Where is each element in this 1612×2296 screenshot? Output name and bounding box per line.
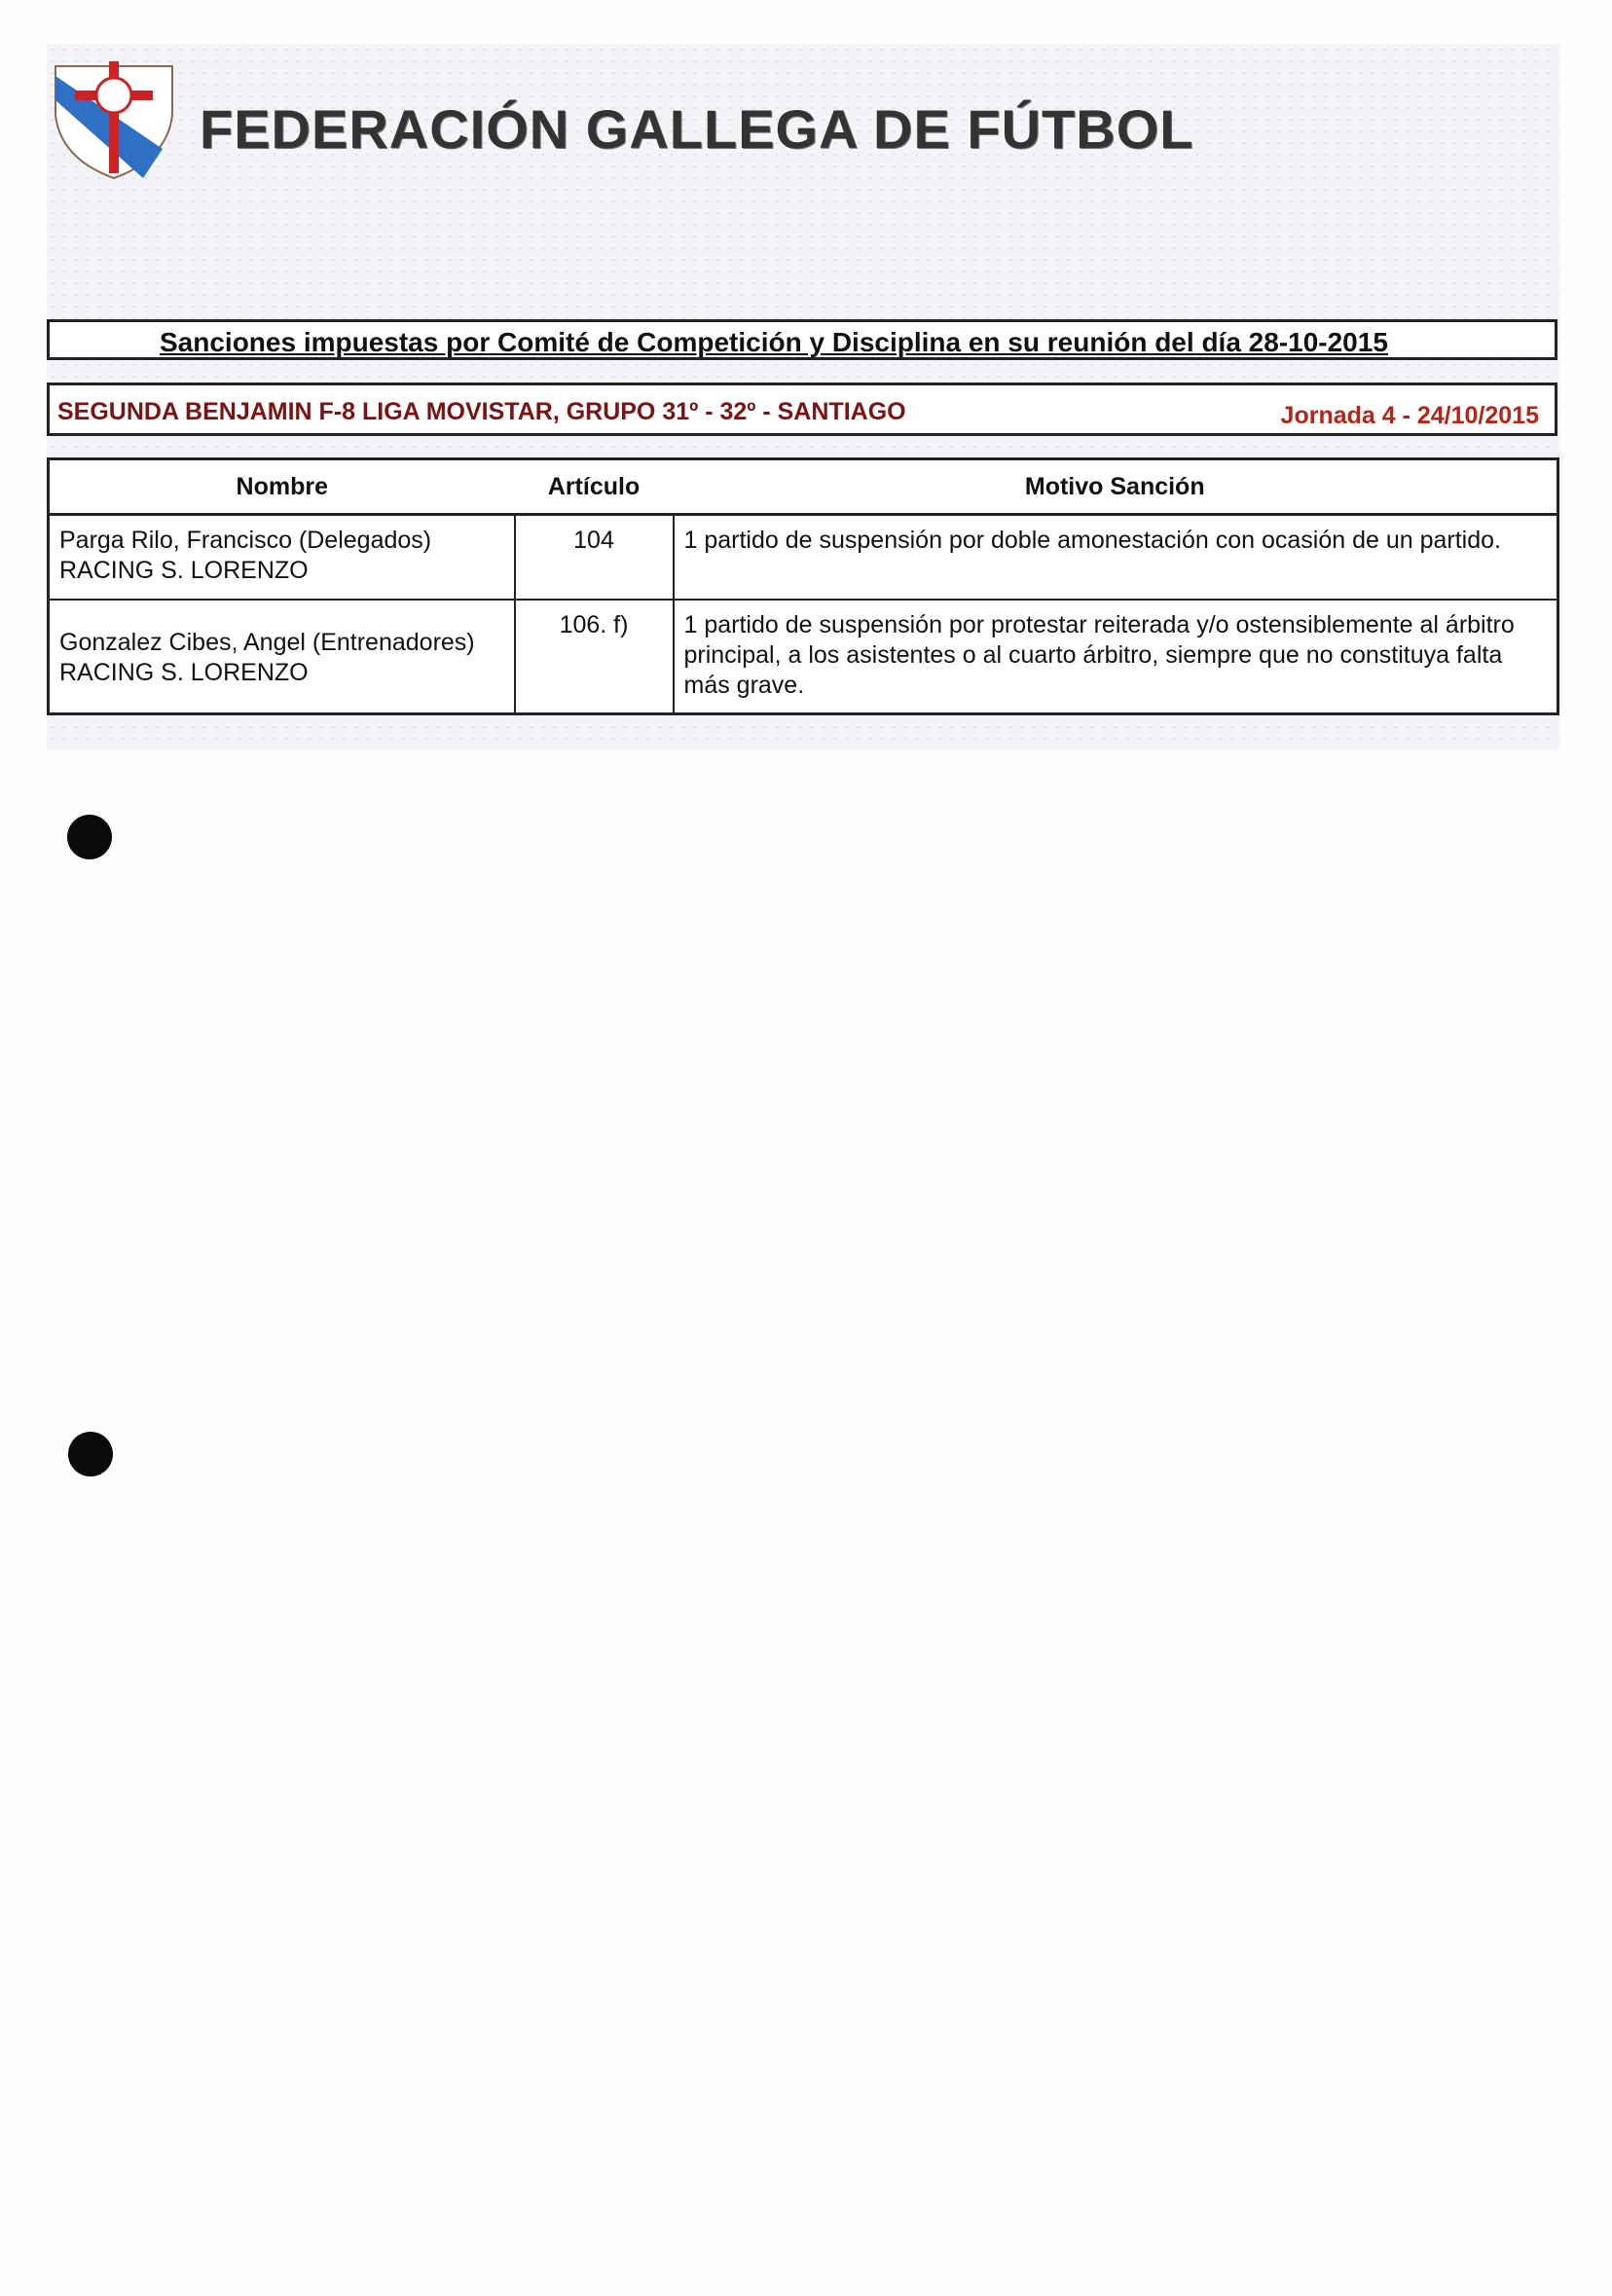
name-cell [49,515,515,600]
fgf-logo-icon [51,56,177,183]
competition-box [47,383,1557,436]
header-articulo: Artículo [515,459,674,515]
document-title-box [47,319,1557,360]
jornada-label: Jornada 4 - 24/10/2015 [1280,402,1539,429]
document-title: Sanciones impuestas por Comité de Competición y Disciplina en su reunión del día 28-10-2015 [160,327,1388,357]
club-name: RACING S. LORENZO [59,658,309,686]
name-cell [49,600,515,714]
table-row [49,515,1558,600]
table-row [49,600,1558,714]
person-name: Parga Rilo, Francisco (Delegados) [59,527,432,554]
table-header-row [49,459,1558,515]
competition-name: SEGUNDA BENJAMIN F-8 LIGA MOVISTAR, GRUPO 31º - 32º - SANTIAGO [57,398,906,425]
header-motivo: Motivo Sanción [674,459,1558,515]
header-nombre: Nombre [49,459,515,515]
club-name: RACING S. LORENZO [59,557,309,584]
punch-hole [68,1432,113,1476]
reason-cell: 1 partido de suspensión por protestar reiterada y/o ostensiblemente al árbitro principal, a los asistentes o al cuarto árbitro, siempre que no constituya falta más grave. [674,600,1558,714]
article-cell: 106. f) [515,600,674,714]
reason-cell: 1 partido de suspensión por doble amonestación con ocasión de un partido. [674,515,1558,600]
article-cell: 104 [515,515,674,600]
person-name: Gonzalez Cibes, Angel (Entrenadores) [59,628,475,656]
sanctions-table [47,457,1559,715]
punch-hole [67,815,112,859]
federation-title: FEDERACIÓN GALLEGA DE FÚTBOL [200,98,1194,160]
